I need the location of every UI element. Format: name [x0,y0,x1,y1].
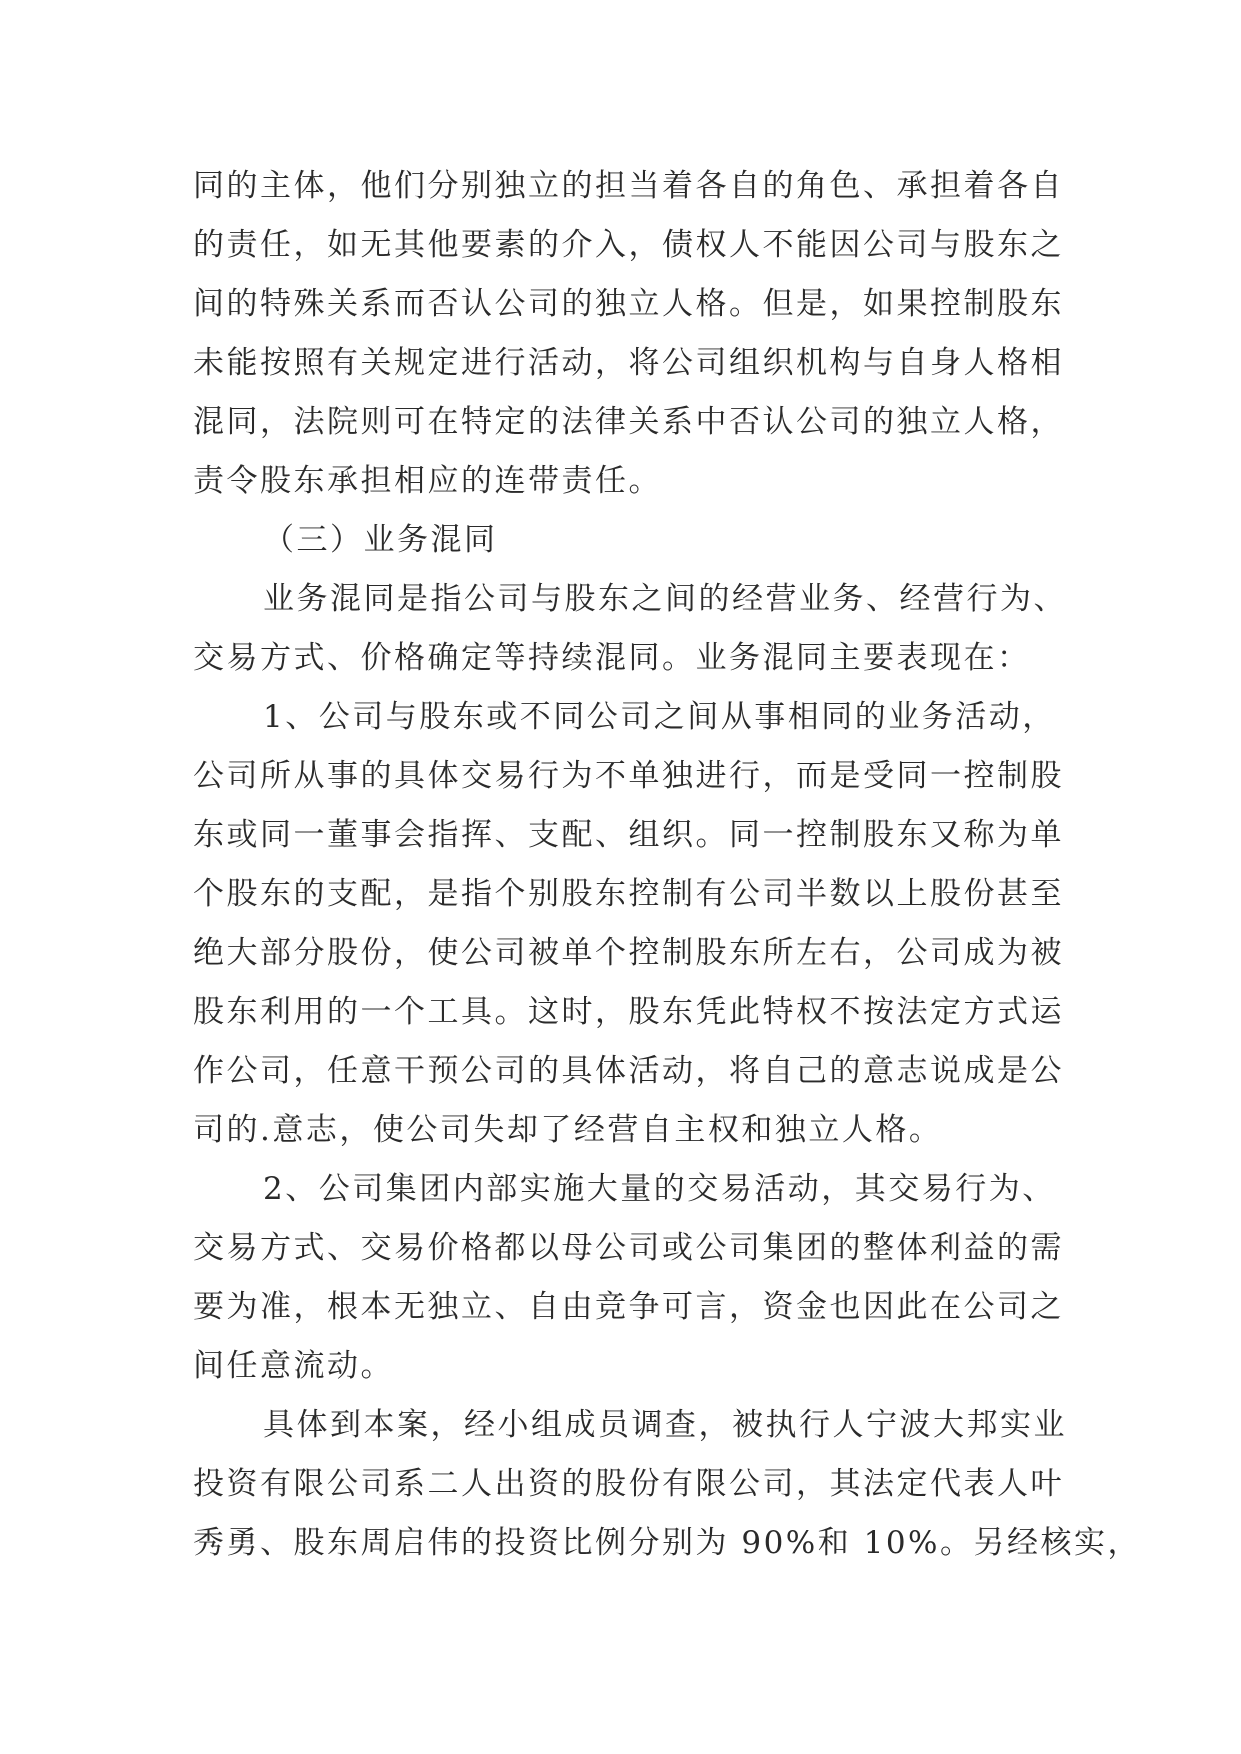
paragraph-first-line: 业务混同是指公司与股东之间的经营业务、经营行为、 [263,581,1067,617]
text-line: 交易方式、交易价格都以母公司或公司集团的整体利益的需 [193,1230,1064,1266]
text-line: 混同，法院则可在特定的法律关系中否认公司的独立人格， [193,404,1064,440]
text-line: 责令股东承担相应的连带责任。 [193,463,662,499]
body-text [193,157,1142,1573]
text-line: 东或同一董事会指挥、支配、组织。同一控制股东又称为单 [193,817,1064,853]
text-line: 个股东的支配，是指个别股东控制有公司半数以上股份甚至 [193,876,1064,912]
paragraph-first-line: 具体到本案，经小组成员调查，被执行人宁波大邦实业 [263,1407,1067,1443]
text-line: 公司所从事的具体交易行为不单独进行，而是受同一控制股 [193,758,1064,794]
text-line: 间的特殊关系而否认公司的独立人格。但是，如果控制股东 [193,286,1064,322]
text-line: 绝大部分股份，使公司被单个控制股东所左右，公司成为被 [193,935,1064,971]
text-line: 作公司，任意干预公司的具体活动，将自己的意志说成是公 [193,1053,1064,1089]
text-line: 投资有限公司系二人出资的股份有限公司，其法定代表人叶 [193,1466,1064,1502]
section-heading: （三）业务混同 [263,522,498,558]
list-item-2-first-line: 2、公司集团内部实施大量的交易活动，其交易行为、 [263,1171,1056,1207]
text-line: 间任意流动。 [193,1348,394,1384]
text-line: 股东利用的一个工具。这时，股东凭此特权不按法定方式运 [193,994,1064,1030]
text-line: 秀勇、股东周启伟的投资比例分别为 90%和 10%。另经核实， [193,1525,1142,1561]
text-line: 未能按照有关规定进行活动，将公司组织机构与自身人格相 [193,345,1064,381]
text-line: 交易方式、价格确定等持续混同。业务混同主要表现在： [193,640,1031,676]
text-line: 同的主体，他们分别独立的担当着各自的角色、承担着各自 [193,168,1064,204]
list-item-1-first-line: 1、公司与股东或不同公司之间从事相同的业务活动， [263,699,1056,735]
text-line: 司的.意志，使公司失却了经营自主权和独立人格。 [193,1112,943,1148]
text-line: 的责任，如无其他要素的介入，债权人不能因公司与股东之 [193,227,1064,263]
text-line: 要为准，根本无独立、自由竞争可言，资金也因此在公司之 [193,1289,1064,1325]
